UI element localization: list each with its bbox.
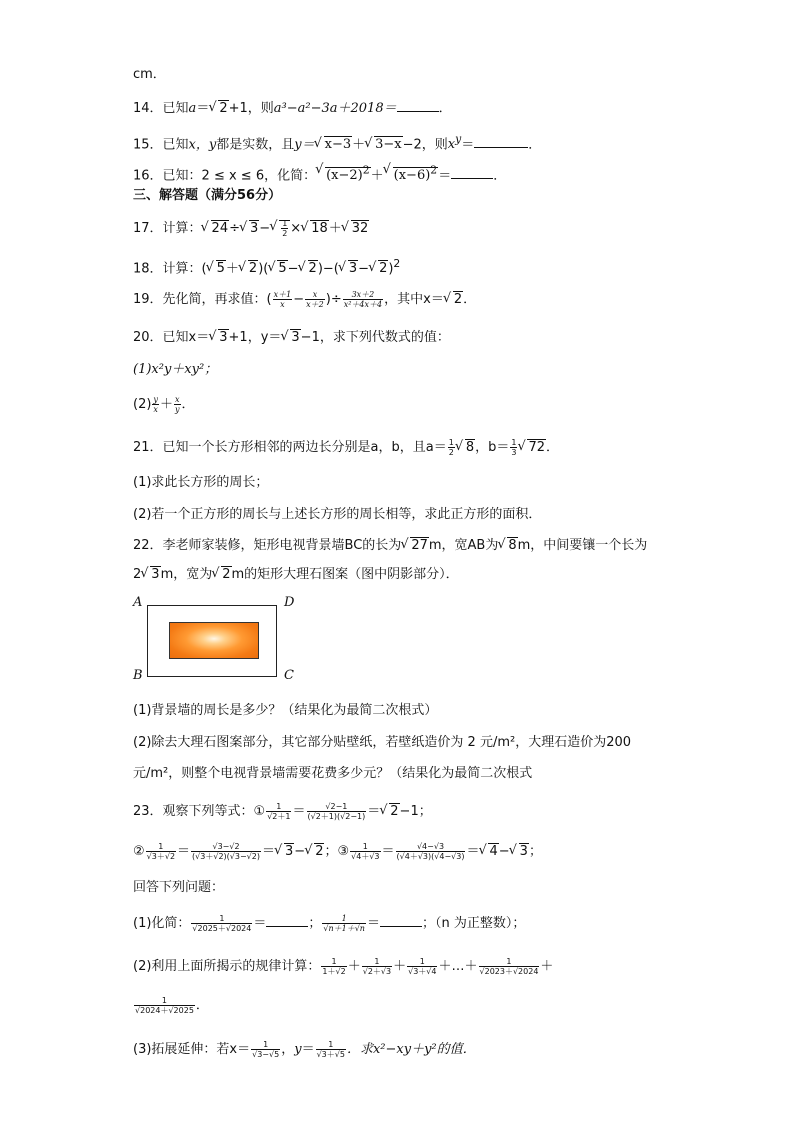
sqrt-8: √ 8 [499, 537, 517, 555]
sqrt-half: √ $\frac{1}{2}$ [271, 219, 290, 238]
answer-blank[interactable] [397, 99, 439, 112]
frac: $\frac{1}{√n+1+√n}$ [323, 914, 365, 933]
frac: $\frac{1}{√3+√5}$ [316, 1040, 345, 1059]
q15-end: ． [528, 137, 542, 153]
question-20-1 [133, 361, 217, 379]
question-14: 14．已知a＝√ 2+1，则a³−a²−3a＋2018＝ ． [133, 99, 452, 118]
answer-blank[interactable] [266, 914, 308, 927]
question-22-1 [133, 702, 437, 720]
frac: $\frac{1}{√2+1}$ [267, 802, 291, 821]
line-cm [133, 66, 166, 84]
sqrt-3-x: √ 3−x [366, 136, 403, 154]
q20-1-text: (1)x²y＋xy²； [133, 362, 218, 377]
marble-pattern-rectangle [169, 622, 259, 659]
frac: $\frac{1}{3}$ [511, 438, 517, 457]
question-19: 19．先化简，再求值：( $\frac{x+1}{x}$ − $\frac{x}{x+2}$ )÷ $\frac{3x+2}{\text{x²＋4x＋4}}$ ，其中x＝√ 2． [133, 290, 476, 309]
section-title: 三、解答题（满分56分） [133, 188, 282, 203]
q15-vars: x，y [188, 137, 217, 153]
q22-text: 22．李老师家装修，矩形电视背景墙BC的长为 [133, 538, 402, 553]
sqrt-32: √ 32 [343, 220, 370, 238]
answer-blank[interactable] [380, 914, 422, 927]
q19-end: ． [463, 292, 477, 307]
q22-2a-text: (2)除去大理石图案部分，其它部分贴壁纸，若壁纸造价为 2 元/m²，大理石造价为200 [133, 735, 632, 750]
sqrt-3: √ 3 [282, 329, 300, 347]
q20-end: −1，求下列代数式的值： [300, 330, 450, 345]
frac: $\frac{y}{x}$ [153, 395, 158, 414]
question-15: 15．已知x，y都是实数，且y＝√ x−3＋√ 3−x−2，则$x^y=$ ． [133, 131, 541, 154]
q15-y: y＝ [294, 137, 315, 153]
frac: $\frac{1}{1+√2}$ [322, 957, 346, 976]
frac: $\frac{x}{y}$ [174, 395, 180, 414]
q21-mid: ，b＝ [475, 440, 510, 455]
x-pow-y: $x^y$ [447, 133, 462, 153]
question-23-3: (3)拓展延伸：若x＝ $\frac{1}{√3-√5}$ ，y＝ $\frac{1}{√3+√5}$ ．求x²−xy＋y²的值． [133, 1040, 476, 1059]
q18-label: 18．计算： [133, 261, 202, 277]
question-22-2b [133, 765, 532, 783]
q15-mid: 都是实数，且 [216, 137, 295, 153]
q23-3-label: (3)拓展延伸：若x＝ [133, 1042, 251, 1057]
question-23-2-cont: $\frac{1}{√2024+√2025}$ ． [135, 996, 209, 1015]
q22-1-text: (1)背景墙的周长是多少？（结果化为最简二次根式） [133, 703, 438, 718]
q14-mid: +1，则 [228, 101, 274, 116]
answer-blank[interactable] [474, 135, 528, 148]
question-23-2: (2)利用上面所揭示的规律计算： $\frac{1}{1+√2}$ ＋ $\frac{1}{√2+√3}$ ＋ $\frac{1}{√3+√4}$ ＋…＋ $\frac{1}{√2023+√2024}$ ＋ [133, 957, 554, 976]
question-22-line2 [133, 566, 459, 584]
q22b-end: m的矩形大理石图案（图中阴影部分）． [231, 567, 459, 582]
frac: $\frac{1}{√3-√5}$ [252, 1040, 280, 1059]
sqrt-expr-2: √ $(x-6)^2$ [385, 162, 439, 185]
q22-unit2: m，中间要镶一个长为 [517, 538, 648, 553]
frac: $\frac{1}{√3+√4}$ [408, 957, 437, 976]
frac: $\frac{1}{√2024+√2025}$ [135, 996, 194, 1015]
answer-blank[interactable] [451, 166, 493, 179]
sqrt-5: √ 5 [269, 260, 287, 278]
label-c: C [284, 668, 294, 683]
sqrt-2: √ 2 [240, 260, 258, 278]
q23-answer-head: 回答下列问题： [133, 880, 225, 895]
frac: $\frac{1}{√2+√3}$ [362, 957, 392, 976]
sqrt-27: √ 27 [402, 537, 429, 555]
frac: $\frac{3x+2}{\text{x²＋4x＋4}}$ [343, 290, 383, 309]
sqrt-2: √ 2 [213, 566, 231, 584]
sqrt-3: √ 3 [210, 329, 228, 347]
label-d: D [284, 595, 295, 610]
question-22 [133, 537, 647, 555]
q23-1-note: （n 为正整数）； [435, 916, 526, 931]
frac: $\frac{1}{2}$ [448, 438, 454, 457]
sqrt-8: √ 8 [457, 439, 475, 457]
q15-end2: −2，则 [402, 137, 448, 153]
q19-label: 19．先化简，再求值： [133, 292, 267, 307]
question-23: 23．观察下列等式：① $\frac{1}{√2+1}$ ＝ $\frac{√2-1}{(√2+1)(√2-1)}$ ＝√ 2−1； [133, 802, 432, 821]
question-23-answer-head [133, 879, 224, 897]
sqrt-3: √ 3 [142, 566, 160, 584]
question-21-2 [133, 506, 541, 524]
q20-text: 20．已知x＝ [133, 330, 210, 345]
sqrt-2: √ 2 [306, 843, 324, 861]
q16-label: 16．已知： [133, 168, 202, 184]
frac: $\frac{1}{√4+√3}$ [351, 842, 380, 861]
q23-1-label: (1)化简： [133, 916, 191, 931]
question-22-2a [133, 734, 631, 752]
circled-number-1: ① [253, 804, 266, 819]
q16-end: ． [493, 168, 507, 184]
sqrt-expr-1: √ $(x-2)^2$ [317, 162, 371, 185]
tv-wall-figure [133, 597, 303, 687]
question-17: 17．计算：√ 24÷√ 3− √ $\frac{1}{2}$ ×√ 18＋√ 32 [133, 219, 369, 238]
sqrt-3: √ 3 [241, 220, 259, 238]
q21-2-text: (2)若一个正方形的周长与上述长方形的周长相等，求此正方形的面积． [133, 507, 542, 522]
question-20-2: (2) $\frac{y}{x}$ ＋ $\frac{x}{y}$ ． [133, 395, 195, 414]
q21-1-text: (1)求此长方形的周长； [133, 475, 269, 490]
question-21 [133, 438, 559, 457]
text: cm． [133, 67, 166, 82]
sqrt-2: √ 2 [300, 260, 318, 278]
sqrt-72: √ 72 [519, 439, 546, 457]
sqrt-4: √ 4 [480, 843, 498, 861]
frac: $\frac{√2-1}{(√2+1)(√2-1)}$ [307, 802, 366, 821]
math-a: a [188, 101, 197, 116]
q23-2-label: (2)利用上面所揭示的规律计算： [133, 959, 321, 974]
frac: $\frac{x+1}{x}$ [273, 290, 292, 309]
q23-3-end: ．求x²−xy＋y²的值． [346, 1042, 476, 1057]
frac: $\frac{√3-√2}{(√3+√2)(√3-√2)}$ [192, 842, 260, 861]
sqrt-5: √ 5 [208, 260, 226, 278]
sqrt-3: √ 3 [511, 843, 529, 861]
sqrt-24: √ 24 [203, 220, 230, 238]
sqrt-3: √ 3 [276, 843, 294, 861]
sqrt-x-3: √ x−3 [316, 136, 353, 154]
question-18: 18．计算：(√ 5＋√ 2)(√ 5−√ 2)−(√ 3−√ 2)$^2$ [133, 255, 400, 278]
q21-text: 21．已知一个长方形相邻的两边长分别是a，b，且a＝ [133, 440, 447, 455]
q20-2-label: (2) [133, 397, 152, 412]
label-b: B [133, 668, 143, 683]
frac: $\frac{1}{√2025+√2024}$ [192, 914, 252, 933]
q22b-mid: m，宽为 [160, 567, 213, 582]
question-23-eq2: ② $\frac{1}{√3+√2}$ ＝ $\frac{√3-√2}{(√3+√2)(√3-√2)}$ ＝√ 3−√ 2；③ $\frac{1}{√4+√3}$ ＝ $\frac{√4-√3}{(√4+√3)(√4-√3)}$ ＝√ 4−√ 3； [133, 842, 542, 861]
sqrt-2: √ 2 [210, 100, 228, 118]
q20-mid: +1，y＝ [228, 330, 282, 345]
sqrt-3: √ 3 [340, 260, 358, 278]
q22-2b-text: 元/m²，则整个电视背景墙需要花费多少元？（结果化为最简二次根式 [133, 766, 533, 781]
q21-end: ． [546, 440, 560, 455]
q14-end: ． [438, 101, 452, 116]
q14-expr: a³−a²−3a＋2018＝ [273, 101, 397, 116]
sqrt-18: √ 18 [302, 220, 329, 238]
frac: $\frac{√4-√3}{(√4+√3)(√4-√3)}$ [396, 842, 465, 861]
question-16: 16．已知：2 ≤ x ≤ 6，化简：√ $(x-2)^2+√$ $(x-6)^2=$ ． [133, 162, 506, 185]
question-20 [133, 329, 450, 347]
frac: $\frac{1}{√3+√2}$ [146, 842, 176, 861]
sqrt-2: √ 2 [370, 260, 388, 278]
label-a: A [133, 595, 143, 610]
sqrt-2: √ 2 [381, 803, 399, 821]
q14-label: 14．已知 [133, 101, 189, 116]
circled-number-3: ③ [337, 844, 350, 859]
q19-post: ，其中x＝ [384, 292, 444, 307]
frac: $\frac{1}{√2023+√2024}$ [479, 957, 539, 976]
frac: $\frac{x}{x+2}$ [306, 290, 324, 309]
circled-number-2: ② [133, 844, 145, 859]
question-21-1 [133, 474, 268, 492]
q17-label: 17．计算： [133, 221, 202, 236]
question-23-1: (1)化简： $\frac{1}{√2025+√2024}$ ＝ ； $\frac{1}{√n+1+√n}$ ＝ ；（n 为正整数）； [133, 914, 526, 933]
section-3-heading [133, 187, 281, 205]
q15-label: 15．已知 [133, 137, 189, 153]
sqrt-2: √ 2 [445, 291, 463, 309]
q22-unit1: m，宽AB为 [428, 538, 499, 553]
q22b-pre: 2 [133, 567, 142, 582]
q16-range: 2 ≤ x ≤ 6，化简： [201, 168, 317, 184]
q23-head: 23．观察下列等式： [133, 804, 254, 819]
